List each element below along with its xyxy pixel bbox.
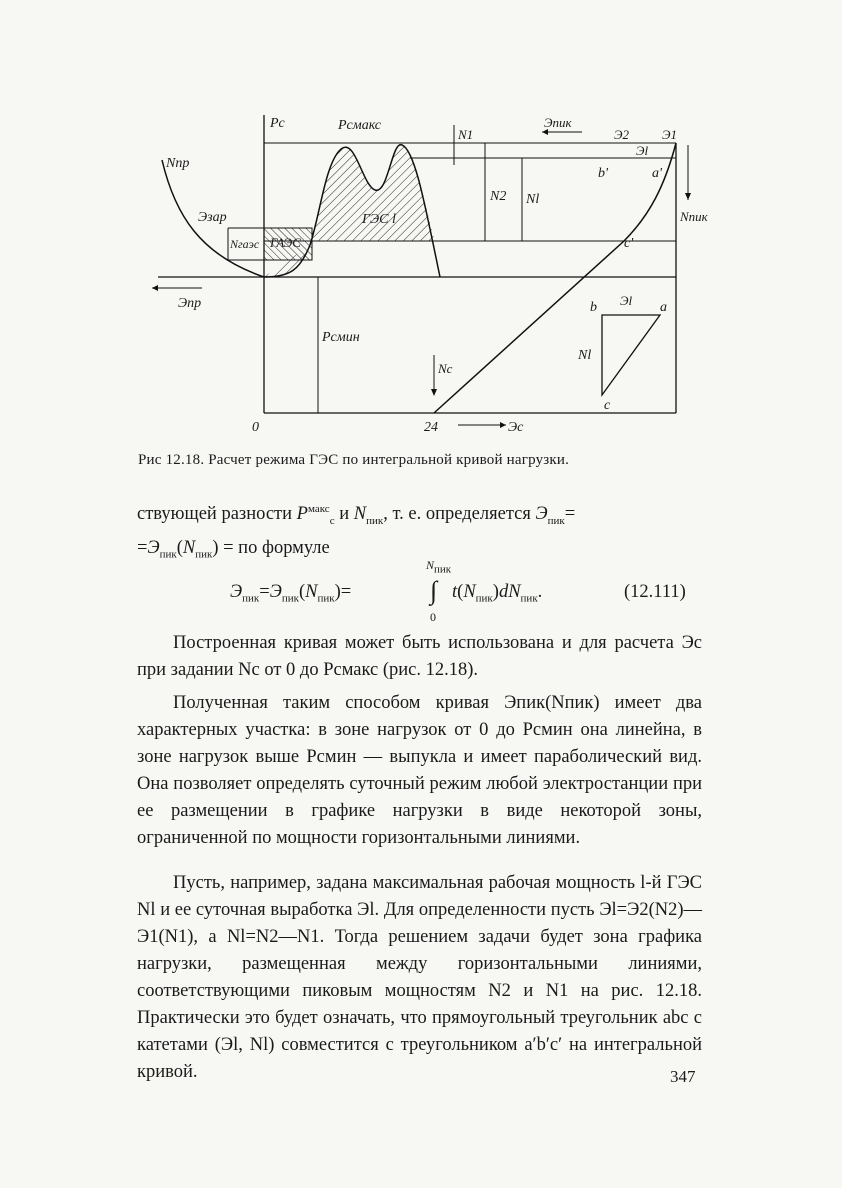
- label-pc-min: Pсмин: [322, 330, 360, 345]
- label-pc-max: Pсмакс: [338, 118, 381, 133]
- label-a-prime: a': [652, 166, 662, 181]
- label-el-tri: Эl: [620, 293, 633, 308]
- label-24: 24: [424, 420, 438, 435]
- label-c-prime: c': [624, 236, 634, 251]
- label-n2: N2: [490, 189, 507, 204]
- label-b: b: [590, 300, 597, 315]
- label-el: Эl: [636, 143, 649, 158]
- p1-text-a: ствующей разности: [137, 504, 297, 525]
- label-gaes: ГАЭС: [270, 235, 301, 250]
- label-e-pik: Эпик: [544, 115, 572, 130]
- label-n-pr: Nпр: [166, 156, 190, 171]
- label-pc: Pс: [270, 116, 285, 131]
- paragraph-2: Построенная кривая может быть использована и для расчета Эс при задании Nс от 0 до Pсмакс (рис. 12.18).: [137, 633, 702, 680]
- page-number: 347: [670, 1067, 696, 1086]
- label-nc: Nс: [438, 361, 453, 376]
- formula-12-111: $Э_{пик}=Э_{пик}(N_{пик})=$ $N_{пик}$ ∫ 0 $t(N_{пик})dN_{пик}$. (12.111): [230, 558, 686, 624]
- label-ges-l: ГЭС l: [362, 212, 396, 227]
- paragraph-3: Полученная таким способом кривая Эпик(Nпик) имеет два характерных участка: в зоне нагрузок от 0 до Pсмин она линейна, в зоне нагрузок выше Pсмин — выпукла и имеет параболический вид. Она позволяет определять суточный режим любой электростанции при ее размещении в графике нагрузки в виде некоторой зоны, ограниченной по мощности горизонтальными линиями.: [137, 693, 702, 848]
- label-zero: 0: [252, 420, 259, 435]
- p1-text-d: = по формуле: [223, 537, 330, 558]
- figure-12-18: [140, 105, 720, 445]
- label-n-gaes: Nгаэс: [230, 237, 260, 251]
- label-a: a: [660, 300, 667, 315]
- p1-text-c: , т. е. определяется: [383, 504, 536, 525]
- formula-number: (12.111): [624, 582, 686, 602]
- label-e-pr: Эпр: [178, 296, 202, 311]
- label-e1: Э1: [662, 127, 678, 142]
- paragraph-4: Пусть, например, задана максимальная рабочая мощность l-й ГЭС Nl и ее суточная выработка Эl. Для определенности пусть Эl=Э2(N2)—Э1(N1), а Nl=N2—N1. Тогда решением задачи будет зона графика нагрузки, размещенная между горизонтальными линиями, соответствующими пиковым мощностям N2 и N1 на рис. 12.18. Практически это будет означать, что прямоугольный треугольник abc с катетами (Эl, Nl) совместится с треугольником a′b′c′ на интегральной кривой.: [137, 873, 702, 1082]
- label-n-pik: Nпик: [680, 209, 708, 224]
- label-nl: Nl: [526, 192, 540, 207]
- paragraph-continuation: ствующей разности $P^{макс}_с$ и $N_{пик}$, т. е. определяется $Э_{пик}=$ $=Э_{пик}(N_{пик})$ = по формуле: [137, 503, 576, 561]
- label-e2: Э2: [614, 127, 630, 142]
- label-b-prime: b': [598, 166, 608, 181]
- integral-load-curve-diagram: [140, 105, 720, 445]
- label-nl-tri: Nl: [578, 348, 592, 363]
- p1-text-b: и: [334, 504, 354, 525]
- label-ec: Эс: [508, 420, 524, 435]
- figure-caption: Рис 12.18. Расчет режима ГЭС по интегральной кривой нагрузки.: [138, 452, 570, 468]
- label-e-zar: Эзар: [198, 210, 227, 225]
- label-n1: N1: [458, 127, 474, 142]
- label-c: c: [604, 398, 611, 413]
